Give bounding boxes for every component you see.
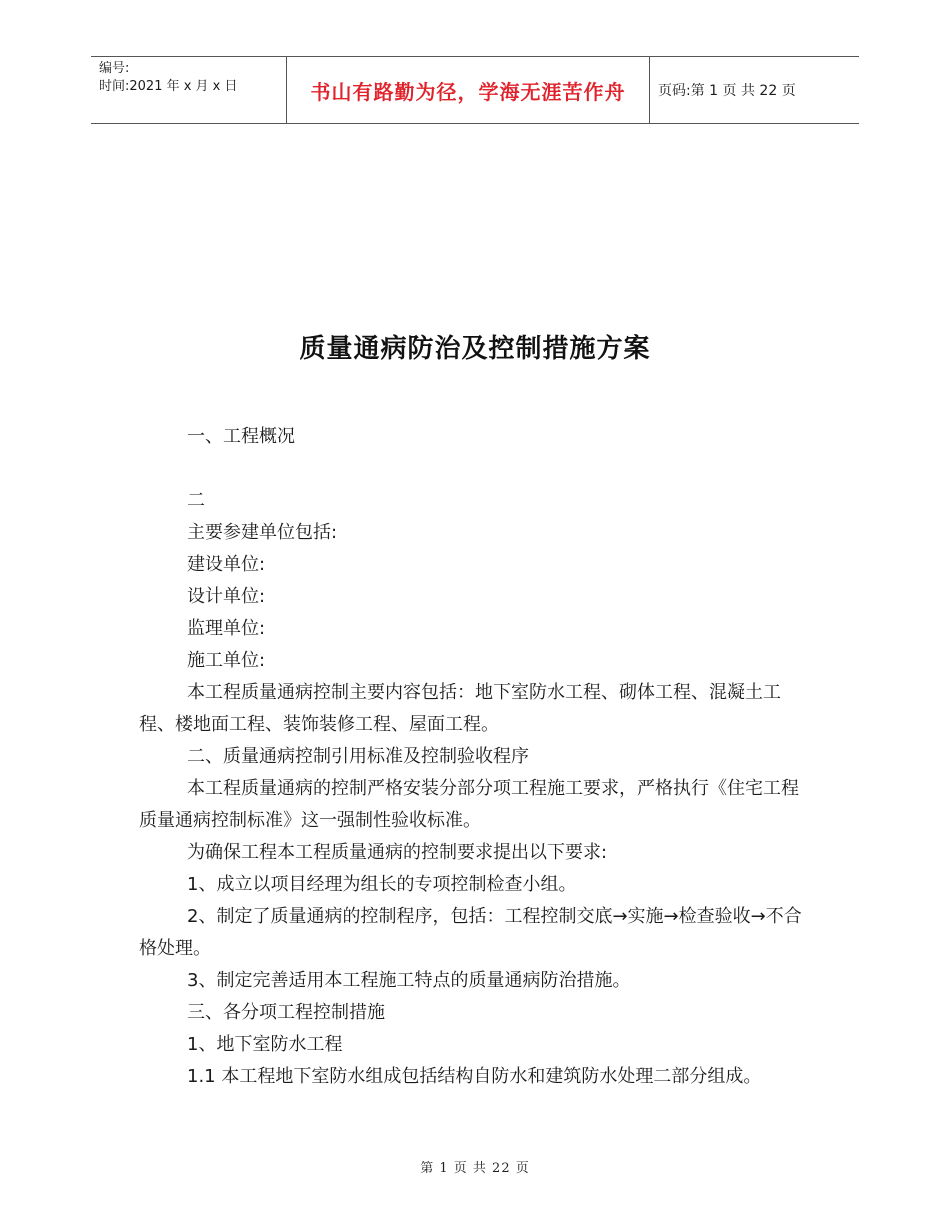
document-title: 质量通病防治及控制措施方案: [299, 334, 651, 364]
document-header: [91, 56, 859, 124]
header-number-label: 编号:: [99, 61, 130, 76]
requirement-1: 1、成立以项目经理为组长的专项控制检查小组。: [187, 874, 577, 895]
page-footer: 第 1 页 共 22 页: [420, 1161, 530, 1176]
requirement-2: 2、制定了质量通病的控制程序，包括：工程控制交底→实施→检查验收→不合格处理。: [139, 906, 802, 959]
requirements-intro: 为确保工程本工程质量通病的控制要求提出以下要求:: [187, 842, 608, 863]
header-meta-cell: [91, 57, 287, 123]
unit-supervise: 监理单位:: [187, 618, 266, 639]
header-page-info: 页码:第 1 页 共 22 页: [658, 83, 796, 99]
unit-build: 建设单位:: [187, 554, 266, 575]
section2-heading: 二、质量通病控制引用标准及控制验收程序: [187, 746, 529, 767]
section-marker: 二: [187, 490, 205, 511]
requirement-3: 3、制定完善适用本工程施工特点的质量通病防治措施。: [187, 970, 631, 991]
scope-paragraph: 本工程质量通病控制主要内容包括：地下室防水工程、砌体工程、混凝土工程、楼地面工程、装饰装修工程、屋面工程。: [139, 682, 781, 735]
standard-paragraph: 本工程质量通病的控制严格安装分部分项工程施工要求，严格执行《住宅工程质量通病控制标准》这一强制性验收标准。: [139, 778, 799, 831]
header-motto: 书山有路勤为径，学海无涯苦作舟: [287, 57, 650, 123]
section1-heading: 一、工程概况: [187, 426, 295, 447]
subsection1-heading: 1、地下室防水工程: [187, 1034, 343, 1055]
unit-design: 设计单位:: [187, 586, 266, 607]
section3-heading: 三、各分项工程控制措施: [187, 1002, 385, 1023]
header-time-label: 时间:2021 年 x 月 x 日: [99, 79, 238, 94]
units-intro: 主要参建单位包括:: [187, 522, 338, 543]
subsection1-1-paragraph: 1.1 本工程地下室防水组成包括结构自防水和建筑防水处理二部分组成。: [187, 1066, 762, 1087]
unit-construct: 施工单位:: [187, 650, 266, 671]
